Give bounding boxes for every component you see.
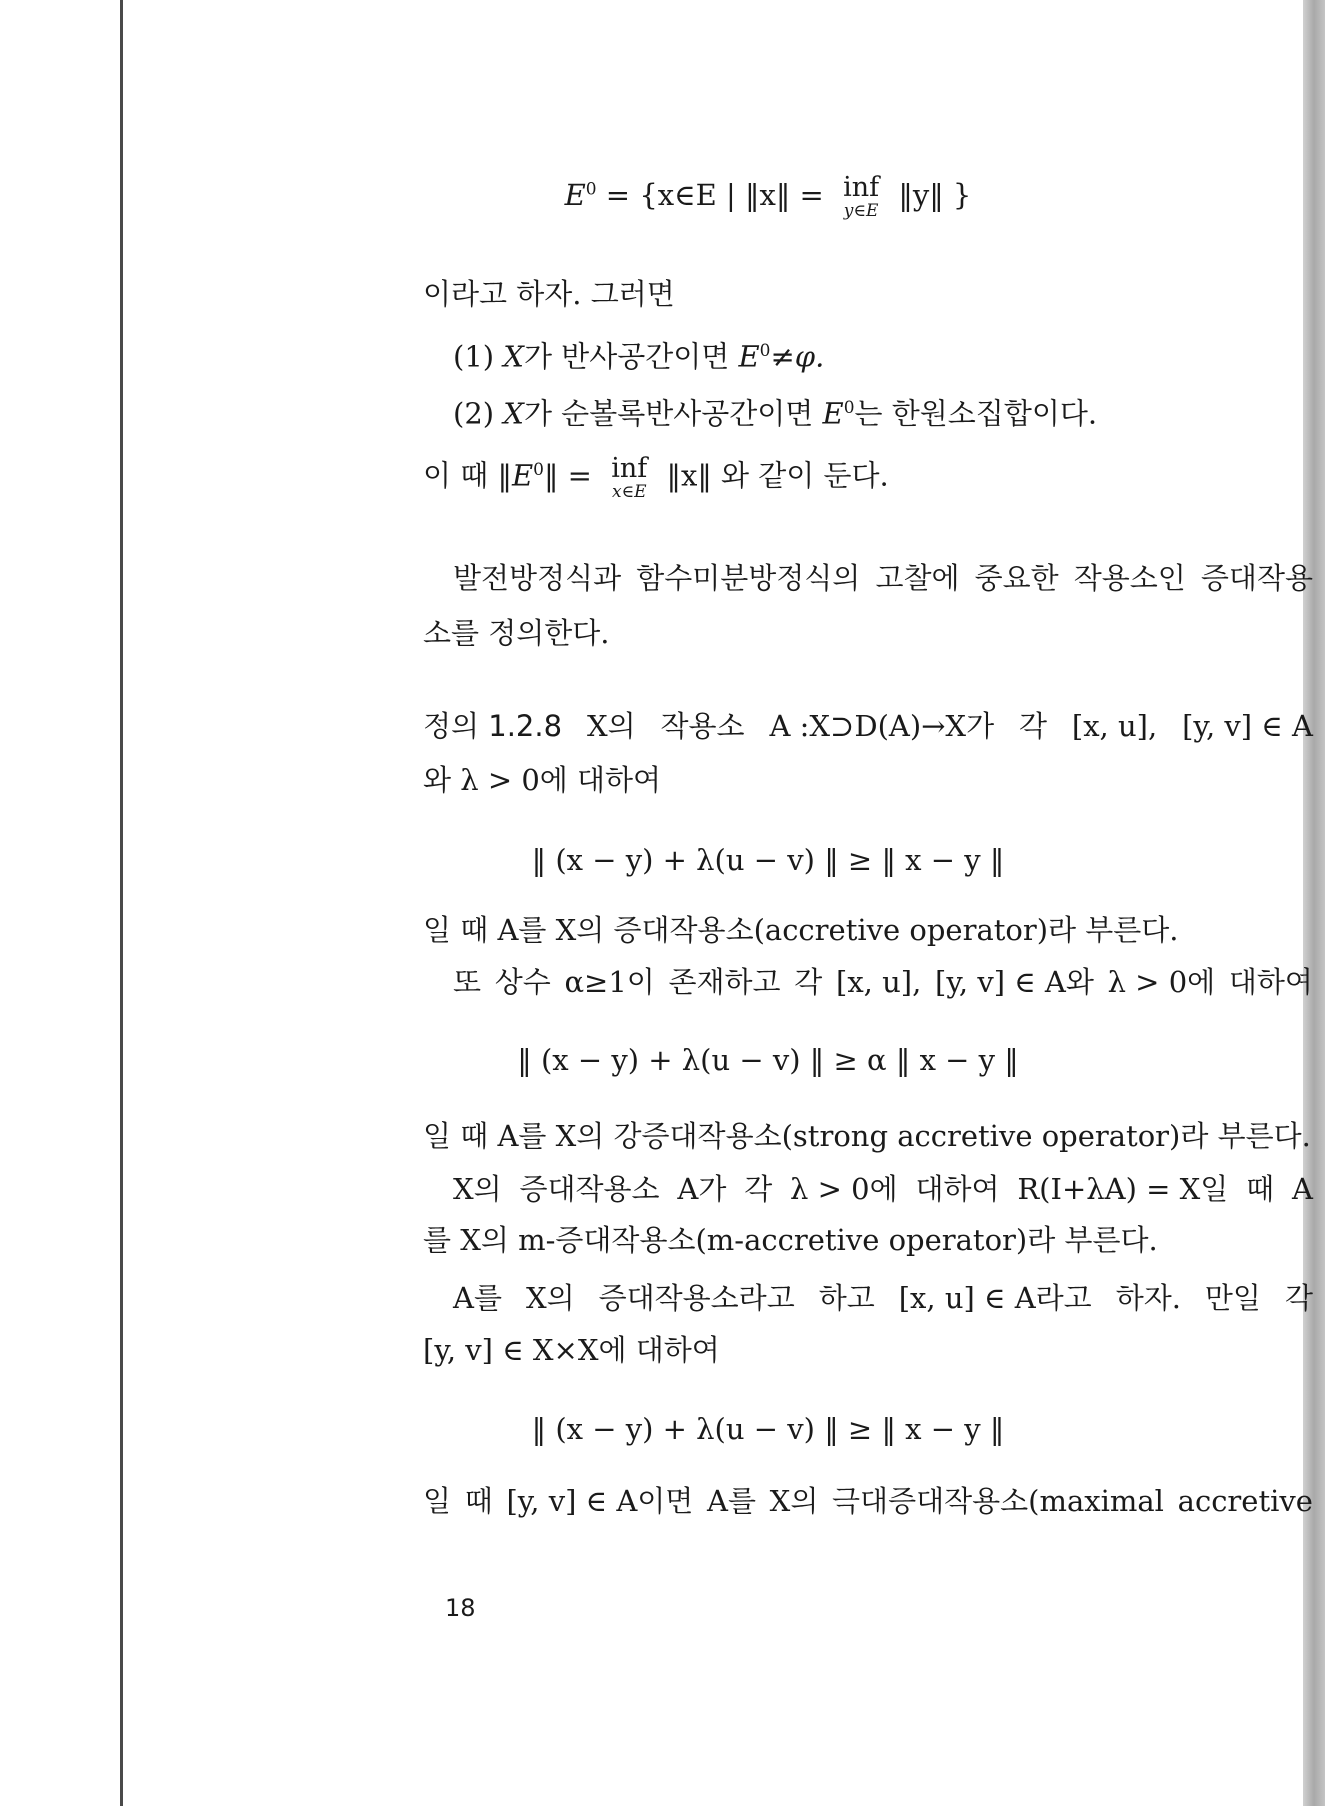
inf-subscript: x∈E xyxy=(611,481,647,502)
word: 증대작용 xyxy=(1200,561,1313,595)
item-1-end: ≠φ. xyxy=(770,339,825,374)
word: [x, u], xyxy=(836,965,922,999)
eq-e0-mid: = {x∈E | ‖x‖ = xyxy=(596,178,834,212)
item-2-text: 가 순볼록반사공간이면 xyxy=(523,396,823,431)
word: λ > 0에 xyxy=(1107,965,1216,999)
word: [x, u], xyxy=(1071,709,1158,743)
word: A를 xyxy=(453,1281,502,1315)
inf-label: inf xyxy=(843,172,880,203)
book-page xyxy=(123,0,1313,1806)
word: λ > 0에 xyxy=(790,1172,898,1206)
word: X의 xyxy=(586,709,636,743)
text-line-4 xyxy=(423,452,889,501)
word: 작용소 xyxy=(660,709,745,743)
word: 하자. xyxy=(1115,1281,1181,1315)
word: A를 xyxy=(707,1484,756,1518)
para-2-line-2: 소를 정의한다. xyxy=(423,616,610,650)
var-e: E xyxy=(822,396,844,431)
word: 상수 xyxy=(494,965,551,999)
eq-e0-sup: 0 xyxy=(585,179,597,200)
word: [x, u] ∈ A라고 xyxy=(898,1281,1092,1315)
maximal-line-3 xyxy=(423,1483,1313,1519)
equation-strong: ‖ (x − y) + λ(u − v) ‖ ≥ α ‖ x − y ‖ xyxy=(517,1043,1019,1077)
item-1-text: 가 반사공간이면 xyxy=(523,339,739,374)
definition-line-1 xyxy=(423,708,1313,744)
item-2-label: (2) xyxy=(453,396,504,431)
word: α≥1이 xyxy=(564,965,655,999)
eq-e0-rhs: ‖y‖ } xyxy=(889,178,972,212)
word: A xyxy=(1291,1172,1313,1206)
word: [y, v] ∈ A이면 xyxy=(506,1484,694,1518)
word: 증대작용소라고 xyxy=(598,1281,795,1315)
inf-subscript: y∈E xyxy=(843,201,879,221)
var-e: E xyxy=(511,458,534,493)
definition-label: 정의 1.2.8 xyxy=(423,709,563,743)
item-2-end: 는 한원소집합이다. xyxy=(854,396,1098,431)
page-number: 18 xyxy=(445,1594,476,1622)
word: X의 xyxy=(769,1484,819,1518)
word: 극대증대작용소(maximal xyxy=(832,1484,1164,1518)
word: X의 xyxy=(453,1172,502,1206)
sup-zero: 0 xyxy=(759,341,771,361)
word: [y, v] ∈ A와 xyxy=(935,965,1094,999)
sup-zero: 0 xyxy=(843,398,855,418)
equation-maximal: ‖ (x − y) + λ(u − v) ‖ ≥ ‖ x − y ‖ xyxy=(531,1412,1005,1446)
word: 존재하고 xyxy=(668,965,781,999)
norm-eq: ‖ = xyxy=(543,458,602,493)
word: 대하여 xyxy=(915,1172,1000,1206)
norm-start: 이 때 ‖ xyxy=(423,458,512,493)
m-accretive-line-1 xyxy=(453,1171,1313,1207)
equation-e0 xyxy=(123,174,1325,220)
page-curl-edge xyxy=(1303,0,1325,1806)
word: 고찰에 xyxy=(875,561,960,595)
var-x: X xyxy=(503,339,524,374)
accretive-line-1: 일 때 A를 X의 증대작용소(accretive operator)라 부른다. xyxy=(423,913,1179,947)
para-2-line-1 xyxy=(453,560,1313,596)
var-e: E xyxy=(738,339,760,374)
word: 일 xyxy=(423,1484,452,1518)
word: A :X⊃D(A)→X가 xyxy=(769,709,995,743)
sup-zero: 0 xyxy=(533,460,544,480)
word: 함수미분방정식의 xyxy=(636,561,861,595)
word: 작용소인 xyxy=(1073,561,1186,595)
word: R(I+λA) = X일 xyxy=(1017,1172,1229,1206)
text-line-2 xyxy=(453,333,824,375)
left-margin xyxy=(0,0,120,1806)
word: 중요한 xyxy=(974,561,1059,595)
word: 각 xyxy=(744,1172,773,1206)
m-accretive-line-2: 를 X의 m-증대작용소(m-accretive operator)라 부른다. xyxy=(423,1223,1158,1257)
word: 발전방정식과 xyxy=(453,561,622,595)
word: 또 xyxy=(453,965,482,999)
text-line-1: 이라고 하자. 그러면 xyxy=(423,277,675,311)
equation-accretive: ‖ (x − y) + λ(u − v) ‖ ≥ ‖ x − y ‖ xyxy=(531,843,1005,877)
word: [y, v] ∈ A xyxy=(1182,709,1313,743)
word: accretive xyxy=(1177,1484,1313,1518)
eq-e0-inf xyxy=(843,174,879,220)
eq-e0-lhs: E xyxy=(564,178,586,212)
definition-line-2: 와 λ > 0에 대하여 xyxy=(423,763,662,797)
maximal-line-2: [y, v] ∈ X×X에 대하여 xyxy=(423,1333,720,1367)
word: 증대작용소 xyxy=(519,1172,660,1206)
inf-block xyxy=(611,452,648,502)
word: 만일 xyxy=(1204,1281,1261,1315)
accretive-line-2 xyxy=(453,964,1313,1000)
var-x: X xyxy=(503,396,524,431)
word: 각 xyxy=(1018,709,1047,743)
word: X의 xyxy=(525,1281,575,1315)
word: 각 xyxy=(794,965,823,999)
maximal-line-1 xyxy=(453,1280,1313,1316)
word: 때 xyxy=(464,1484,493,1518)
word: 하고 xyxy=(818,1281,875,1315)
strong-line-1: 일 때 A를 X의 강증대작용소(strong accretive operator)라 부른다. xyxy=(423,1119,1311,1153)
norm-end: ‖x‖ 와 같이 둔다. xyxy=(657,458,889,493)
word: A가 xyxy=(677,1172,727,1206)
item-1-label: (1) xyxy=(453,339,504,374)
word: 각 xyxy=(1284,1281,1313,1315)
text-line-3 xyxy=(453,390,1097,432)
inf-label: inf xyxy=(611,452,648,484)
word: 대하여 xyxy=(1228,965,1313,999)
word: 때 xyxy=(1246,1172,1275,1206)
